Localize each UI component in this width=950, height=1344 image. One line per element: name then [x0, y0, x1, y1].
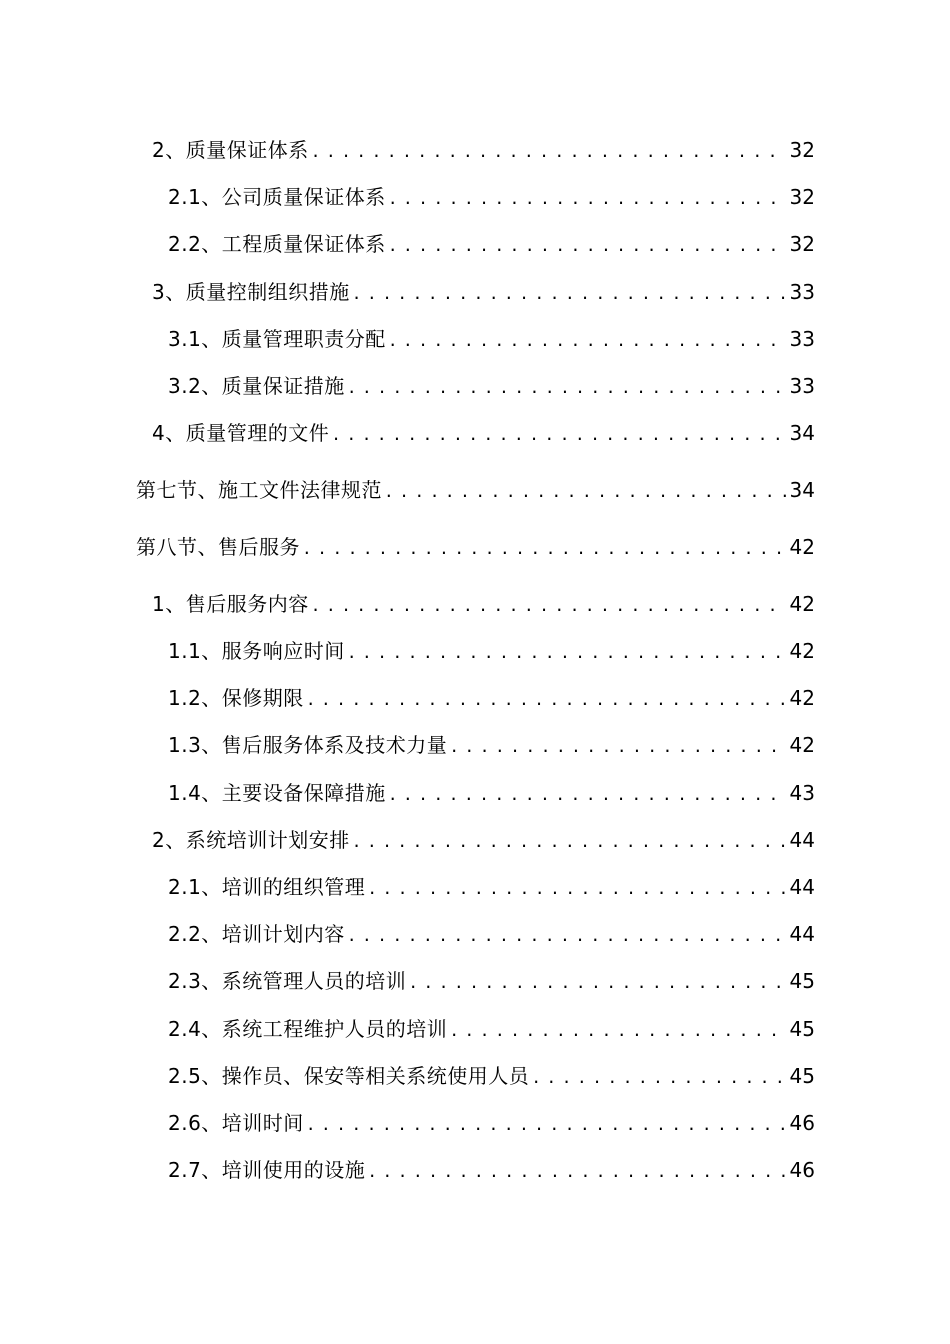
toc-entry[interactable] [168, 778, 815, 808]
toc-entry-title: 2.2、培训计划内容 [168, 922, 345, 946]
toc-entry[interactable] [168, 229, 815, 259]
toc-page-number: 34 [789, 478, 815, 502]
toc-entry-title: 2.1、培训的组织管理 [168, 875, 366, 899]
toc-dot-leader [331, 422, 785, 448]
toc-entry[interactable] [152, 825, 815, 855]
toc-dot-leader [388, 782, 786, 808]
toc-dot-leader [302, 536, 786, 562]
toc-dot-leader [367, 1159, 785, 1185]
toc-entry[interactable] [168, 872, 815, 902]
toc-entry[interactable] [168, 636, 815, 666]
toc-entry[interactable] [168, 919, 815, 949]
toc-dot-leader [306, 1112, 786, 1138]
toc-entry-title: 第八节、售后服务 [136, 535, 300, 559]
toc-page-number: 45 [789, 969, 815, 993]
toc-entry[interactable] [168, 371, 815, 401]
toc-dot-leader [347, 375, 786, 401]
toc-entry-title: 3.2、质量保证措施 [168, 374, 345, 398]
toc-entry[interactable] [168, 182, 815, 212]
toc-dot-leader [384, 479, 786, 505]
toc-page-number: 42 [789, 686, 815, 710]
toc-page-number: 33 [789, 374, 815, 398]
toc-dot-leader [311, 593, 786, 619]
toc-page-number: 46 [789, 1158, 815, 1182]
toc-entry[interactable] [152, 277, 815, 307]
toc-entry-title: 2、系统培训计划安排 [152, 828, 350, 852]
toc-entry[interactable] [168, 1108, 815, 1138]
toc-entry-title: 3、质量控制组织措施 [152, 280, 350, 304]
toc-entry[interactable] [152, 135, 815, 165]
toc-entry-title: 3.1、质量管理职责分配 [168, 327, 386, 351]
toc-entry[interactable] [168, 683, 815, 713]
toc-entry[interactable] [168, 324, 815, 354]
toc-page-number: 42 [789, 639, 815, 663]
toc-page-number: 33 [789, 327, 815, 351]
toc-entry-title: 4、质量管理的文件 [152, 421, 330, 445]
toc-page-number: 32 [789, 185, 815, 209]
toc-dot-leader [449, 1018, 785, 1044]
toc-dot-leader [311, 139, 786, 165]
toc-dot-leader [352, 829, 786, 855]
toc-entry[interactable] [168, 1061, 815, 1091]
toc-page-number: 45 [789, 1064, 815, 1088]
toc-dot-leader [306, 687, 786, 713]
toc-entry[interactable] [168, 1155, 815, 1185]
toc-entry-title: 2.5、操作员、保安等相关系统使用人员 [168, 1064, 530, 1088]
toc-entry-title: 1.3、售后服务体系及技术力量 [168, 733, 448, 757]
toc-page-number: 42 [789, 535, 815, 559]
toc-page-number: 42 [789, 733, 815, 757]
toc-entry-title: 1.2、保修期限 [168, 686, 304, 710]
toc-entry-title: 2.2、工程质量保证体系 [168, 232, 386, 256]
toc-dot-leader [388, 328, 786, 354]
toc-entry-title: 第七节、施工文件法律规范 [136, 478, 382, 502]
toc-entry-title: 2、质量保证体系 [152, 138, 309, 162]
toc-entry-title: 2.6、培训时间 [168, 1111, 304, 1135]
toc-entry-title: 1.4、主要设备保障措施 [168, 781, 386, 805]
toc-dot-leader [388, 233, 786, 259]
toc-entry-title: 1、售后服务内容 [152, 592, 309, 616]
toc-entry[interactable] [168, 966, 815, 996]
toc-page-number: 44 [789, 828, 815, 852]
toc-entry[interactable] [152, 418, 815, 448]
toc-page-number: 42 [789, 592, 815, 616]
toc-entry[interactable] [168, 730, 815, 760]
toc-dot-leader [347, 640, 786, 666]
toc-dot-leader [388, 186, 786, 212]
toc-page-number: 33 [789, 280, 815, 304]
toc-dot-leader [367, 876, 785, 902]
toc-dot-leader [531, 1065, 785, 1091]
toc-page-number: 32 [789, 232, 815, 256]
toc-entry[interactable] [136, 532, 815, 562]
toc-page-number: 46 [789, 1111, 815, 1135]
toc-entry[interactable] [168, 1014, 815, 1044]
toc-page-number: 32 [789, 138, 815, 162]
toc-page-number: 45 [789, 1017, 815, 1041]
toc-entry[interactable] [152, 589, 815, 619]
toc-entry-title: 2.4、系统工程维护人员的培训 [168, 1017, 448, 1041]
toc-dot-leader [449, 734, 785, 760]
toc-entry-title: 1.1、服务响应时间 [168, 639, 345, 663]
toc-page-number: 43 [789, 781, 815, 805]
toc-page-number: 44 [789, 922, 815, 946]
toc-dot-leader [408, 970, 785, 996]
toc-entry-title: 2.1、公司质量保证体系 [168, 185, 386, 209]
toc-entry-title: 2.3、系统管理人员的培训 [168, 969, 407, 993]
toc-dot-leader [352, 281, 786, 307]
toc-page-number: 34 [789, 421, 815, 445]
toc-dot-leader [347, 923, 786, 949]
toc-page-number: 44 [789, 875, 815, 899]
toc-entry-title: 2.7、培训使用的设施 [168, 1158, 366, 1182]
toc-entry[interactable] [136, 475, 815, 505]
